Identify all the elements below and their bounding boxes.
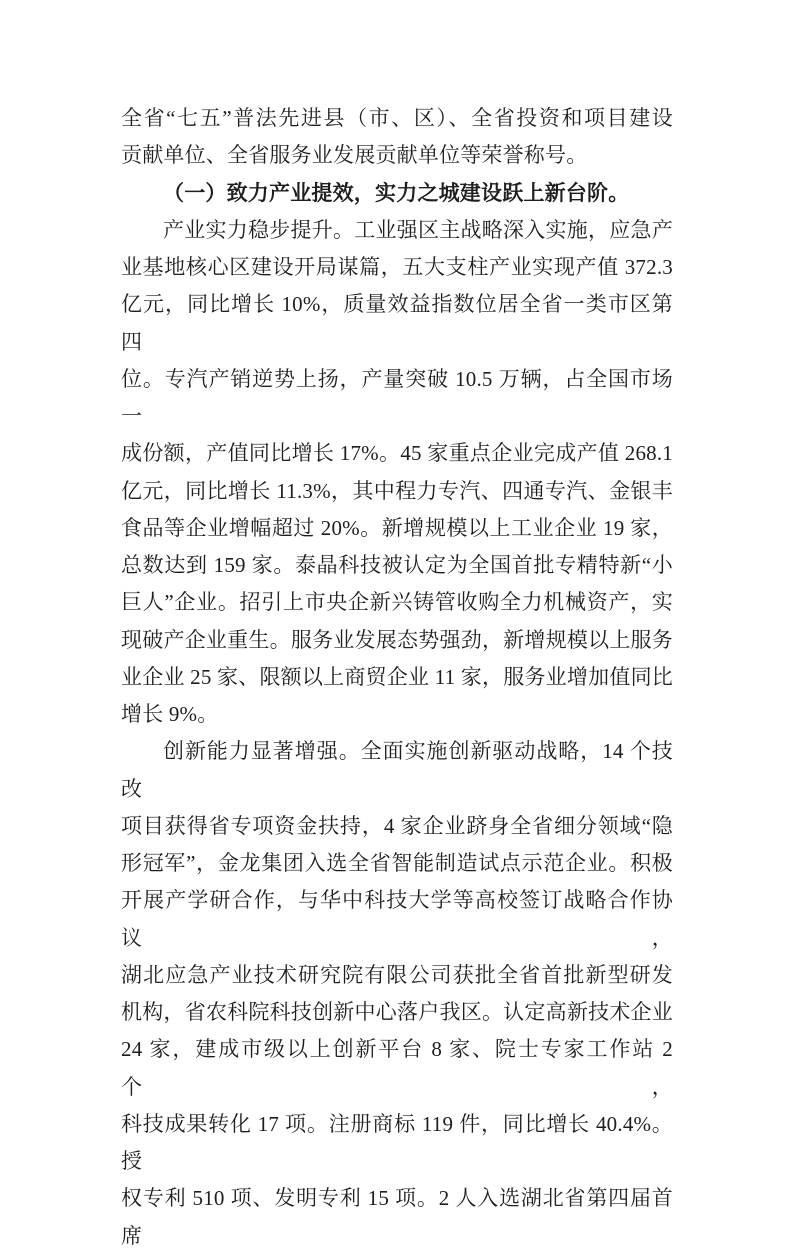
- body-text-line: 权专利 510 项、发明专利 15 项。2 人入选湖北省第四届首席: [121, 1186, 673, 1248]
- body-text-line: 科技成果转化 17 项。注册商标 119 件，同比增长 40.4%。授: [121, 1111, 673, 1173]
- body-text-line: 湖北应急产业技术研究院有限公司获批全省首批新型研发: [121, 962, 673, 987]
- body-text-line: 业企业 25 家、限额以上商贸企业 11 家，服务业增加值同比: [121, 664, 673, 689]
- body-text-line: 机构，省农科院科技创新中心落户我区。认定高新技术企业: [121, 1000, 673, 1024]
- body-text-line: 业基地核心区建设开局谋篇，五大支柱产业实现产值 372.3: [121, 255, 673, 279]
- body-text-line: 位。专汽产销逆势上扬，产量突破 10.5 万辆，占全国市场一: [121, 366, 673, 428]
- body-text-line: 现破产企业重生。服务业发展态势强劲，新增规模以上服务: [121, 627, 673, 652]
- body-text-line: 全省“七五”普法先进县（市、区）、全省投资和项目建设: [121, 106, 673, 130]
- body-text-line: 总数达到 159 家。泰晶科技被认定为全国首批专精特新“小: [121, 553, 673, 577]
- body-text-line: 食品等企业增幅超过 20%。新增规模以上工业企业 19 家，: [121, 515, 673, 540]
- body-text-line: 创新能力显著增强。全面实施创新驱动战略，14 个技改: [121, 739, 673, 801]
- body-text-line: 亿元，同比增长 11.3%，其中程力专汽、四通专汽、金银丰: [121, 478, 673, 503]
- body-text-line: 项目获得省专项资金扶持，4 家企业跻身全省细分领域“隐: [121, 813, 673, 838]
- page-text-area: [121, 100, 673, 1255]
- body-text-line: 巨人”企业。招引上市央企新兴铸管收购全力机械资产，实: [121, 590, 673, 615]
- section-heading-line: （一）致力产业提效，实力之城建设跃上新台阶。: [163, 180, 630, 205]
- body-text-line: 开展产学研合作，与华中科技大学等高校签订战略合作协议，: [121, 888, 673, 950]
- body-text-line: 产业实力稳步提升。工业强区主战略深入实施，应急产: [163, 217, 673, 242]
- body-text-line: 成份额，产值同比增长 17%。45 家重点企业完成产值 268.1: [121, 441, 673, 466]
- body-text-line: 贡献单位、全省服务业发展贡献单位等荣誉称号。: [121, 143, 588, 168]
- body-text-line: 增长 9%。: [121, 702, 219, 726]
- body-text-line: 24 家，建成市级以上创新平台 8 家、院士专家工作站 2 个，: [121, 1037, 673, 1099]
- body-text-line: 形冠军”，金龙集团入选全省智能制造试点示范企业。积极: [121, 851, 673, 875]
- body-text-line: 亿元，同比增长 10%，质量效益指数位居全省一类市区第四: [121, 292, 673, 354]
